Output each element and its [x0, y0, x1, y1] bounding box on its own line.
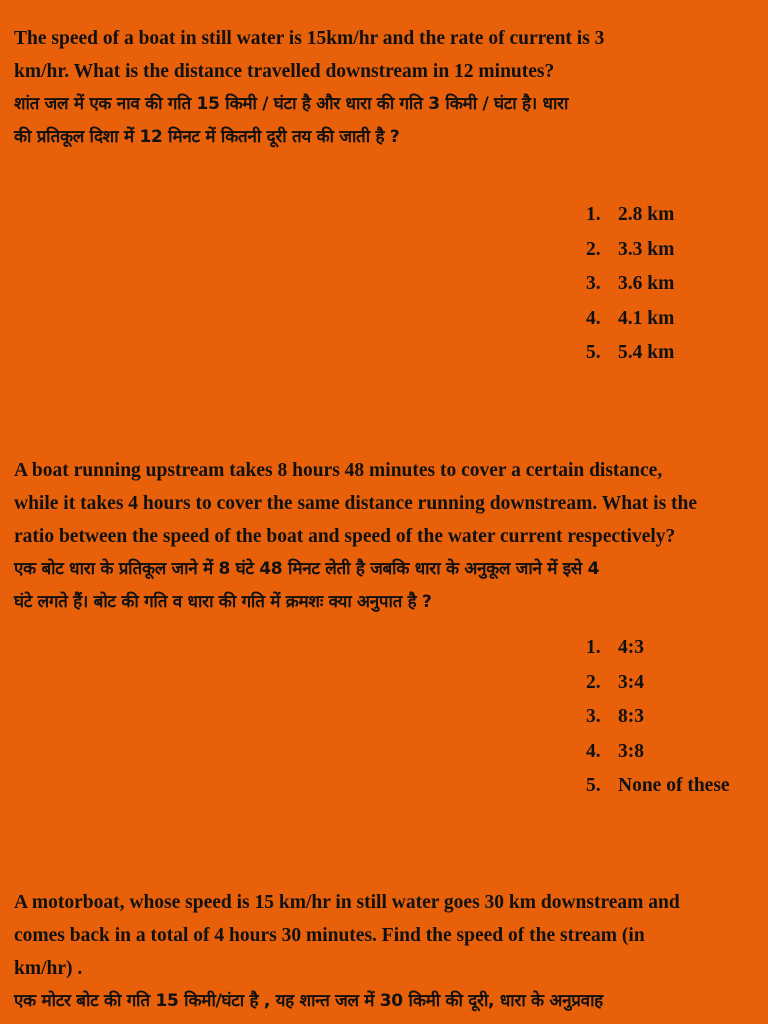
question-2-options: [586, 631, 730, 804]
option-number: 3.: [586, 273, 601, 294]
question-3-hindi-line: एक मोटर बोट की गति 15 किमी/घंटा है , यह शान्त जल में 30 किमी की दूरी, धारा के अनुप्रवाह: [14, 991, 603, 1011]
option-number: 4.: [586, 740, 601, 762]
question-2-text-line: A boat running upstream takes 8 hours 48 minutes to cover a certain distance,: [14, 460, 663, 481]
question-2-hindi-line: घंटे लगते हैं। बोट की गति व धारा की गति में क्रमशः क्या अनुपात है ?: [14, 592, 432, 612]
question-2-hindi-line: एक बोट धारा के प्रतिकूल जाने में 8 घंटे 48 मिनट लेती है जबकि धारा के अनुकूल जाने में इसे 4: [14, 559, 600, 579]
question-1-options: [586, 198, 674, 371]
option-text: 3:4: [618, 671, 644, 693]
option-text: 4:3: [618, 637, 644, 658]
option-number: 5.: [586, 342, 601, 363]
option-text: None of these: [618, 775, 730, 796]
option-item: [586, 769, 730, 804]
option-number: 3.: [586, 706, 601, 727]
option-item: [586, 700, 730, 735]
option-number: 2.: [586, 238, 601, 260]
question-3-text-line: km/hr) .: [14, 958, 83, 979]
option-item: [586, 302, 674, 337]
option-item: [586, 666, 730, 701]
option-number: 2.: [586, 671, 601, 693]
option-text: 3.3 km: [618, 238, 675, 260]
question-3: [14, 886, 754, 1018]
option-text: 2.8 km: [618, 204, 675, 225]
option-text: 5.4 km: [618, 342, 675, 363]
question-3-text-line: A motorboat, whose speed is 15 km/hr in still water goes 30 km downstream and: [14, 892, 680, 913]
question-2-text-line: while it takes 4 hours to cover the same distance running downstream. What is the: [14, 493, 698, 514]
option-item: [586, 336, 674, 371]
option-number: 4.: [586, 307, 601, 329]
question-1: [14, 22, 754, 154]
option-item: [586, 198, 674, 233]
option-number: 5.: [586, 775, 601, 796]
option-item: [586, 735, 730, 770]
option-text: 4.1 km: [618, 307, 675, 329]
option-item: [586, 267, 674, 302]
option-text: 3:8: [618, 740, 644, 762]
option-number: 1.: [586, 204, 601, 225]
question-1-hindi-line: की प्रतिकूल दिशा में 12 मिनट में कितनी दूरी तय की जाती है ?: [14, 127, 400, 147]
option-number: 1.: [586, 637, 601, 658]
option-text: 8:3: [618, 706, 644, 727]
option-item: [586, 233, 674, 268]
option-item: [586, 631, 730, 666]
option-text: 3.6 km: [618, 273, 675, 294]
question-2: [14, 454, 754, 619]
question-1-hindi-line: शांत जल में एक नाव की गति 15 किमी / घंटा है और धारा की गति 3 किमी / घंटा है। धारा: [14, 94, 569, 114]
question-1-text-line: The speed of a boat in still water is 15km/hr and the rate of current is 3: [14, 28, 605, 49]
question-1-text-line: km/hr. What is the distance travelled downstream in 12 minutes?: [14, 61, 555, 82]
question-3-text-line: comes back in a total of 4 hours 30 minutes. Find the speed of the stream (in: [14, 925, 645, 946]
question-2-text-line: ratio between the speed of the boat and speed of the water current respectively?: [14, 526, 676, 547]
